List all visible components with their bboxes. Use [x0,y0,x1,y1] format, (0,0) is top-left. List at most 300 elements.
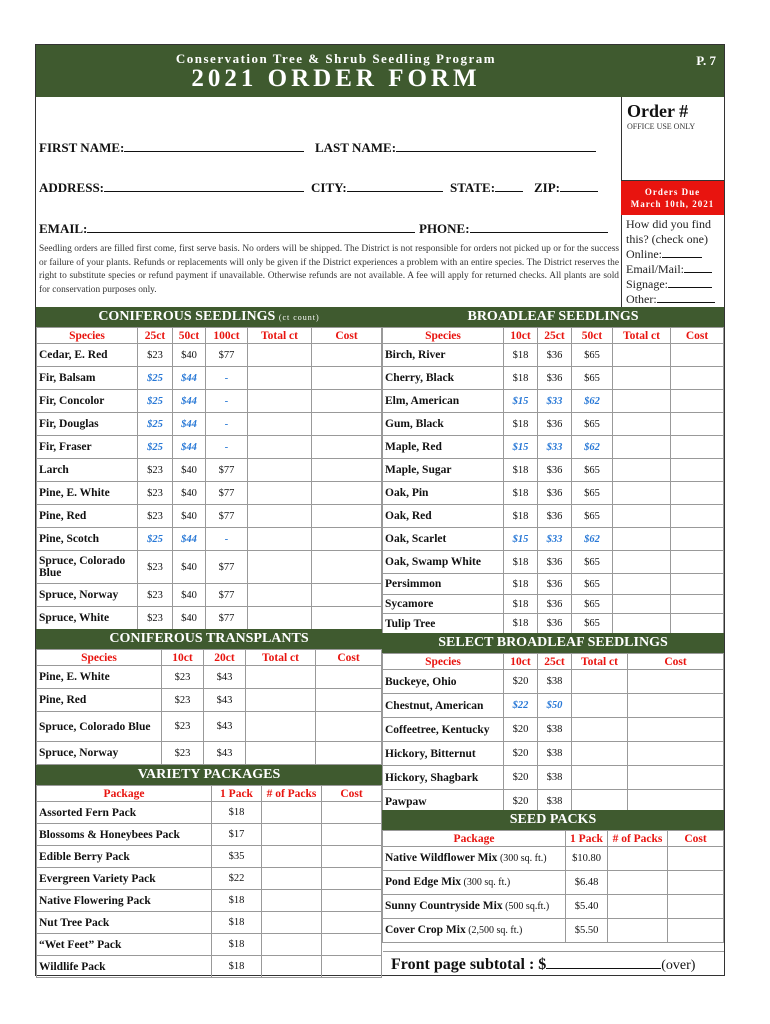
quantity-input[interactable] [608,919,668,943]
quantity-input[interactable] [248,413,312,436]
table-row [37,413,382,436]
price-cell: $23 [138,584,173,607]
quantity-input[interactable] [613,459,671,482]
column-header: Total ct [248,328,312,344]
price-cell: $20 [504,790,538,814]
quantity-input[interactable] [572,742,628,766]
package-size: (300 sq. ft.) [497,853,547,864]
quantity-input[interactable] [248,344,312,367]
quantity-input[interactable] [572,694,628,718]
price-cell: $65 [572,482,613,505]
quantity-input[interactable] [613,505,671,528]
species-name: Pine, Red [37,689,162,712]
column-header: 10ct [504,654,538,670]
species-name: Tulip Tree [383,614,504,634]
cost-input[interactable] [671,614,724,634]
cost-input[interactable] [316,742,382,765]
price-cell: $18 [504,505,538,528]
price-cell: $23 [162,666,204,689]
broadleaf-seedlings-table [382,327,724,634]
cost-input[interactable] [668,847,724,871]
column-header: 1 Pack [212,786,262,802]
phone-field[interactable] [419,221,608,237]
species-name: Pond Edge Mix (300 sq. ft.) [383,871,566,895]
cost-input[interactable] [322,824,382,846]
table-row [383,413,724,436]
cost-input[interactable] [671,551,724,574]
cost-input[interactable] [628,670,724,694]
quantity-input[interactable] [246,712,316,742]
quantity-input[interactable] [613,528,671,551]
table-row [37,367,382,390]
subtotal-line[interactable] [546,954,661,969]
price-cell: $23 [138,459,173,482]
quantity-input[interactable] [572,718,628,742]
column-header: Package [37,786,212,802]
quantity-input[interactable] [262,890,322,912]
cost-input[interactable] [312,413,382,436]
column-header: Species [383,654,504,670]
price-cell: - [206,367,248,390]
price-cell: - [206,528,248,551]
quantity-input[interactable] [248,459,312,482]
cost-input[interactable] [628,694,724,718]
quantity-input[interactable] [248,436,312,459]
species-name: Spruce, Colorado Blue [37,712,162,742]
table-row [383,344,724,367]
quantity-input[interactable] [608,847,668,871]
cost-input[interactable] [668,895,724,919]
table-row [37,436,382,459]
cost-input[interactable] [628,766,724,790]
city-line[interactable] [347,180,443,192]
species-name: Evergreen Variety Pack [37,868,212,890]
column-header: Cost [671,328,724,344]
quantity-input[interactable] [248,390,312,413]
quantity-input[interactable] [248,367,312,390]
species-name: Wildlife Pack [37,956,212,978]
quantity-input[interactable] [613,614,671,634]
price-cell: $25 [138,390,173,413]
species-name: Fir, Fraser [37,436,138,459]
cost-input[interactable] [671,574,724,595]
table-row [383,718,724,742]
cost-input[interactable] [312,482,382,505]
order-number-box [621,97,724,181]
column-header: Package [383,831,566,847]
email-field[interactable] [39,221,415,237]
price-cell: $44 [173,528,206,551]
species-name: Hickory, Bitternut [383,742,504,766]
column-header: Cost [668,831,724,847]
price-cell: $40 [173,344,206,367]
quantity-input[interactable] [248,482,312,505]
table-row [383,871,724,895]
price-cell: $33 [538,436,572,459]
price-cell: $65 [572,595,613,614]
price-cell: $23 [162,742,204,765]
price-cell: $44 [173,436,206,459]
last-name-field[interactable] [315,140,596,156]
table-row [383,919,724,943]
species-name: Oak, Pin [383,482,504,505]
select-broadleaf-section [382,633,724,814]
table-row [383,551,724,574]
price-cell: $20 [504,718,538,742]
price-cell: - [206,390,248,413]
city-field[interactable] [311,180,443,196]
referral-option-email[interactable]: Email/Mail: [626,262,720,277]
price-cell: $40 [173,584,206,607]
cost-input[interactable] [316,712,382,742]
cost-input[interactable] [671,505,724,528]
price-cell: $18 [504,459,538,482]
orders-due-label: Orders Due [644,187,701,197]
price-cell: $20 [504,742,538,766]
cost-input[interactable] [671,390,724,413]
price-cell: $65 [572,413,613,436]
price-cell: $50 [538,694,572,718]
species-name: Persimmon [383,574,504,595]
column-header: # of Packs [608,831,668,847]
table-row [37,344,382,367]
seed-packs-section [382,810,724,943]
species-name: Sunny Countryside Mix (500 sq.ft.) [383,895,566,919]
price-cell: $18 [504,367,538,390]
zip-field[interactable] [534,180,598,196]
quantity-input[interactable] [613,595,671,614]
species-name: Buckeye, Ohio [383,670,504,694]
species-name: Oak, Red [383,505,504,528]
quantity-input[interactable] [572,670,628,694]
species-name: Edible Berry Pack [37,846,212,868]
column-header: Species [383,328,504,344]
page-number: P. 7 [696,53,716,68]
species-name: Birch, River [383,344,504,367]
species-name: Pine, E. White [37,666,162,689]
table-row [37,689,382,712]
species-name: Blossoms & Honeybees Pack [37,824,212,846]
referral-option-online[interactable]: Online: [626,247,720,262]
column-header: 50ct [572,328,613,344]
price-cell: $33 [538,528,572,551]
table-row [37,459,382,482]
price-cell: $44 [173,367,206,390]
cost-input[interactable] [671,413,724,436]
price-cell: $38 [538,718,572,742]
column-header: 10ct [162,650,204,666]
quantity-input[interactable] [613,344,671,367]
price-cell: $18 [212,802,262,824]
cost-input[interactable] [312,390,382,413]
column-header: Total ct [613,328,671,344]
price-cell: $36 [538,459,572,482]
price-cell: $10.80 [566,847,608,871]
cost-input[interactable] [322,868,382,890]
price-cell: $23 [138,505,173,528]
coniferous-transplants-section [36,629,382,765]
cost-input[interactable] [668,919,724,943]
price-cell: $40 [173,551,206,584]
price-cell: $18 [212,890,262,912]
cost-input[interactable] [312,528,382,551]
cost-input[interactable] [668,871,724,895]
table-row [383,694,724,718]
cost-input[interactable] [322,956,382,978]
price-cell: $5.50 [566,919,608,943]
price-cell: - [206,436,248,459]
state-line[interactable] [495,180,523,192]
cost-input[interactable] [628,718,724,742]
first-name-field[interactable] [39,140,304,156]
quantity-input[interactable] [613,551,671,574]
species-name: Native Wildflower Mix (300 sq. ft.) [383,847,566,871]
species-name: Fir, Balsam [37,367,138,390]
species-name: Oak, Scarlet [383,528,504,551]
address-line[interactable] [104,180,304,192]
price-cell: $18 [504,344,538,367]
table-row [37,824,382,846]
cost-input[interactable] [322,934,382,956]
email-line[interactable] [87,221,415,233]
table-row [37,868,382,890]
referral-option-other[interactable]: Other: [626,292,720,307]
referral-option-signage[interactable]: Signage: [626,277,720,292]
select-broadleaf-table [382,653,724,814]
program-name: Conservation Tree & Shrub Seedling Program [175,51,497,66]
quantity-input[interactable] [246,666,316,689]
cost-input[interactable] [312,505,382,528]
price-cell: $65 [572,367,613,390]
quantity-input[interactable] [248,528,312,551]
cost-input[interactable] [671,595,724,614]
column-header: Cost [316,650,382,666]
table-row [383,574,724,595]
quantity-input[interactable] [262,846,322,868]
price-cell: $20 [504,766,538,790]
price-cell: $38 [538,670,572,694]
price-cell: $18 [504,413,538,436]
column-header: 1 Pack [566,831,608,847]
address-field[interactable] [39,180,304,196]
price-cell: $36 [538,482,572,505]
email-label: EMAIL: [39,221,88,236]
price-cell: $20 [504,670,538,694]
orders-due-date: March 10th, 2021 [630,199,715,209]
column-header: Species [37,650,162,666]
quantity-input[interactable] [613,482,671,505]
cost-input[interactable] [312,584,382,607]
species-name: Pawpaw [383,790,504,814]
cost-input[interactable] [312,459,382,482]
price-cell: $18 [504,551,538,574]
table-row [37,742,382,765]
quantity-input[interactable] [608,871,668,895]
price-cell: $44 [173,413,206,436]
price-cell: $40 [173,482,206,505]
price-cell: $25 [138,436,173,459]
quantity-input[interactable] [613,367,671,390]
variety-packages-section [36,765,382,978]
quantity-input[interactable] [613,574,671,595]
cost-input[interactable] [671,459,724,482]
price-cell: $44 [173,390,206,413]
cost-input[interactable] [312,344,382,367]
price-cell: $43 [204,712,246,742]
price-cell: $23 [162,712,204,742]
price-cell: $33 [538,390,572,413]
price-cell: $38 [538,742,572,766]
cost-input[interactable] [312,367,382,390]
quantity-input[interactable] [572,766,628,790]
first-name-line[interactable] [124,140,304,152]
table-row [383,614,724,634]
table-row [37,712,382,742]
price-cell: - [206,413,248,436]
quantity-input[interactable] [262,934,322,956]
table-row [37,528,382,551]
price-cell: $36 [538,344,572,367]
species-name: Pine, Scotch [37,528,138,551]
price-cell: $40 [173,459,206,482]
column-header: 100ct [206,328,248,344]
table-row [37,607,382,630]
quantity-input[interactable] [248,505,312,528]
cost-input[interactable] [628,742,724,766]
cost-input[interactable] [316,666,382,689]
column-header: # of Packs [262,786,322,802]
zip-line[interactable] [560,180,598,192]
coniferous-transplants-table [36,649,382,765]
price-cell: $43 [204,689,246,712]
price-cell: $15 [504,436,538,459]
state-field[interactable] [450,180,523,196]
quantity-input[interactable] [248,551,312,584]
quantity-input[interactable] [613,390,671,413]
price-cell: $40 [173,607,206,630]
species-name: Assorted Fern Pack [37,802,212,824]
cost-input[interactable] [312,607,382,630]
policy-disclaimer: Seedling orders are filled first come, first serve basis. No orders will be shipped. The District is not responsible for orders not picked up or for the success or failure of your plants. Refunds or replacements will only be given if the District experiences a problem with an entire species. The District reserves the right to substitute species or refund payment if unavailable. Otherwise refunds are not available. A fee will apply for returned checks. All plants are sold for conservation purposes only. [39,244,619,295]
species-name: Larch [37,459,138,482]
address-label: ADDRESS: [39,180,105,195]
quantity-input[interactable] [262,912,322,934]
species-name: Fir, Concolor [37,390,138,413]
form-header [36,45,724,97]
price-cell: $65 [572,344,613,367]
quantity-input[interactable] [248,584,312,607]
price-cell: $36 [538,614,572,634]
table-row [383,742,724,766]
cost-input[interactable] [322,912,382,934]
price-cell: $25 [138,413,173,436]
column-header: 20ct [204,650,246,666]
phone-line[interactable] [470,221,608,233]
price-cell: $18 [504,614,538,634]
cost-input[interactable] [312,436,382,459]
table-row [37,551,382,584]
table-row [37,846,382,868]
price-cell: $5.40 [566,895,608,919]
table-row [383,595,724,614]
table-row [37,934,382,956]
price-cell: $77 [206,482,248,505]
price-cell: $65 [572,614,613,634]
price-cell: $36 [538,595,572,614]
quantity-input[interactable] [246,689,316,712]
front-page-subtotal [383,951,724,977]
referral-question: How did you find this? (check one) [626,217,711,246]
last-name-line[interactable] [396,140,596,152]
cost-input[interactable] [322,846,382,868]
section-title: SEED PACKS [382,810,724,830]
table-row [37,666,382,689]
quantity-input[interactable] [246,742,316,765]
quantity-input[interactable] [608,895,668,919]
state-label: STATE: [450,180,496,195]
over-note: (over) [661,958,696,973]
cost-input[interactable] [312,551,382,584]
price-cell: $18 [504,482,538,505]
column-header: Total ct [246,650,316,666]
species-name: Sycamore [383,595,504,614]
cost-input[interactable] [671,367,724,390]
cost-input[interactable] [316,689,382,712]
price-cell: $36 [538,505,572,528]
quantity-input[interactable] [262,868,322,890]
cost-input[interactable] [322,890,382,912]
price-cell: $77 [206,551,248,584]
quantity-input[interactable] [262,824,322,846]
price-cell: $18 [212,934,262,956]
quantity-input[interactable] [613,413,671,436]
species-name: Gum, Black [383,413,504,436]
table-row [37,956,382,978]
table-row [37,482,382,505]
price-cell: $62 [572,436,613,459]
price-cell: $17 [212,824,262,846]
price-cell: $36 [538,551,572,574]
table-row [383,459,724,482]
variety-packages-table [36,785,382,978]
price-cell: $18 [504,595,538,614]
price-cell: $36 [538,413,572,436]
city-label: CITY: [311,180,347,195]
quantity-input[interactable] [262,802,322,824]
cost-input[interactable] [671,436,724,459]
price-cell: $35 [212,846,262,868]
cost-input[interactable] [671,528,724,551]
price-cell: $15 [504,390,538,413]
cost-input[interactable] [671,482,724,505]
count-note: (ct count) [278,313,320,322]
quantity-input[interactable] [248,607,312,630]
price-cell: $65 [572,459,613,482]
species-name: “Wet Feet” Pack [37,934,212,956]
quantity-input[interactable] [613,436,671,459]
quantity-input[interactable] [262,956,322,978]
species-name: Hickory, Shagbark [383,766,504,790]
price-cell: $25 [138,367,173,390]
price-cell: $23 [138,344,173,367]
cost-input[interactable] [322,802,382,824]
orders-due-banner [621,181,724,215]
species-name: Fir, Douglas [37,413,138,436]
broadleaf-seedlings-section [382,307,724,634]
seed-packs-table [382,830,724,943]
zip-label: ZIP: [534,180,560,195]
cost-input[interactable] [671,344,724,367]
